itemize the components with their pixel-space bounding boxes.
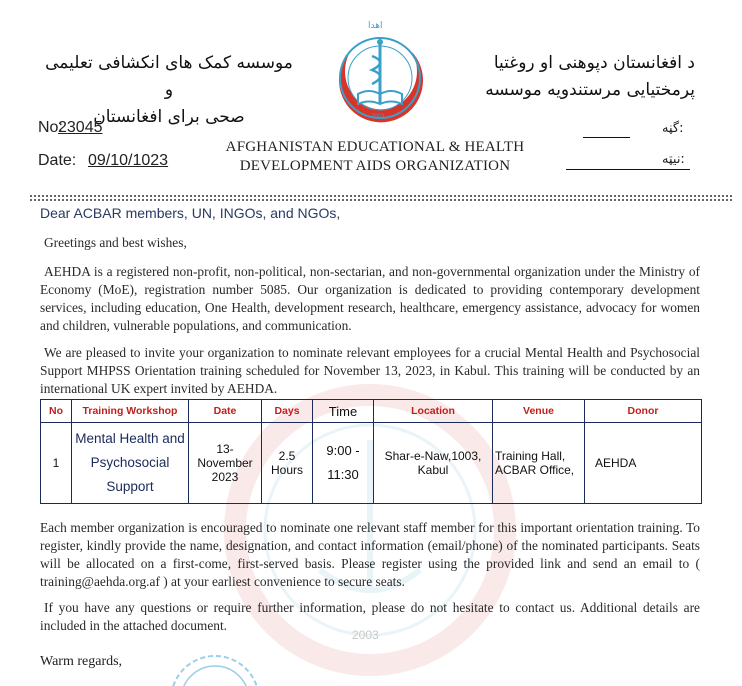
date-blank-line — [566, 169, 690, 170]
dari-line-2: صحی برای افغانستان — [93, 107, 245, 127]
org-name-line-2: DEVELOPMENT AIDS ORGANIZATION — [239, 158, 511, 174]
cell-workshop: Mental Health and Psychosocial Support — [72, 423, 189, 504]
cell-date: 13-November 2023 — [189, 423, 262, 504]
date-value: 09/10/1023 — [88, 152, 169, 169]
date-label: Date: — [38, 152, 77, 169]
pashto-line-2: پرمختیایی مرستندویه موسسه — [485, 80, 695, 100]
greeting: Greetings and best wishes, — [44, 235, 187, 250]
date-label-fa: :نیټه — [662, 152, 685, 167]
training-table — [40, 399, 702, 504]
header-donor: Donor — [585, 400, 702, 423]
paragraph-registration: Each member organization is encouraged to nominate one relevant staff member for this important orientation training. To register, kindly provide the name, designation, and contact information (email/phone) of the nominated participants. Seats will be allocated on a first-come, first-served basis. Please register using the provided link and send an email to ( training@aehda.org.af ) at your earliest convenience to secure seats. — [40, 520, 700, 589]
header-time: Time — [313, 400, 374, 423]
header-divider — [30, 189, 734, 197]
dari-line-1: موسسه کمک های انکشافی تعلیمی و — [45, 53, 293, 100]
organization-name-english — [210, 138, 540, 176]
org-name-line-1: AFGHANISTAN EDUCATIONAL & HEALTH — [225, 139, 525, 155]
logo-year: 2003 — [371, 114, 385, 120]
header-venue: Venue — [493, 400, 585, 423]
paragraph-about: AEHDA is a registered non-profit, non-political, non-sectarian, and non-governmental organization under the Ministry of Economy (MoE), registration number 5085. Our organization is dedicated to providing contemporary development services, including education, One Health, development research, healthcare, emergency assistance, advocacy for women and children, vulnerable populations, and communication. — [40, 264, 700, 333]
cell-no: 1 — [41, 423, 72, 504]
paragraph-invitation: We are pleased to invite your organization to nominate relevant employees for a crucial Mental Health and Psychosocial Support MHPSS Orientation training scheduled for November 13, 2023, in Kabul. This training will be conducted by an international UK expert invited by AEHDA. — [40, 345, 700, 396]
header-date: Date — [189, 400, 262, 423]
table-row — [41, 423, 702, 504]
watermark-year: 2003 — [352, 628, 379, 642]
table-header-row — [41, 400, 702, 423]
number-label: No: — [38, 119, 63, 136]
logo-top-text: اهدا — [368, 20, 383, 30]
cell-days: 2.5 Hours — [262, 423, 313, 504]
cell-location: Shar-e-Naw,1003, Kabul — [374, 423, 493, 504]
cell-donor: AEHDA — [585, 423, 702, 504]
cell-venue: Training Hall, ACBAR Office, — [493, 423, 585, 504]
number-blank-line — [583, 137, 630, 138]
header-training-workshop: Training Workshop — [72, 400, 189, 423]
cell-time: 9:00 - 11:30 — [313, 423, 374, 504]
header-location: Location — [374, 400, 493, 423]
header-pashto — [440, 50, 695, 104]
number-value: 23045 — [58, 119, 103, 136]
header-days: Days — [262, 400, 313, 423]
organization-logo — [330, 22, 430, 132]
number-label-fa: :گڼه — [662, 121, 684, 136]
footer-logo-partial — [160, 652, 270, 686]
salutation: Dear ACBAR members, UN, INGOs, and NGOs, — [40, 205, 341, 221]
pashto-line-1: د افغانستان دپوهنی او روغتیا — [493, 53, 695, 73]
header-no: No — [41, 400, 72, 423]
closing: Warm regards, — [40, 654, 123, 669]
paragraph-contact: If you have any questions or require further information, please do not hesitate to contact us. Additional details are included in the attached document. — [40, 600, 700, 633]
